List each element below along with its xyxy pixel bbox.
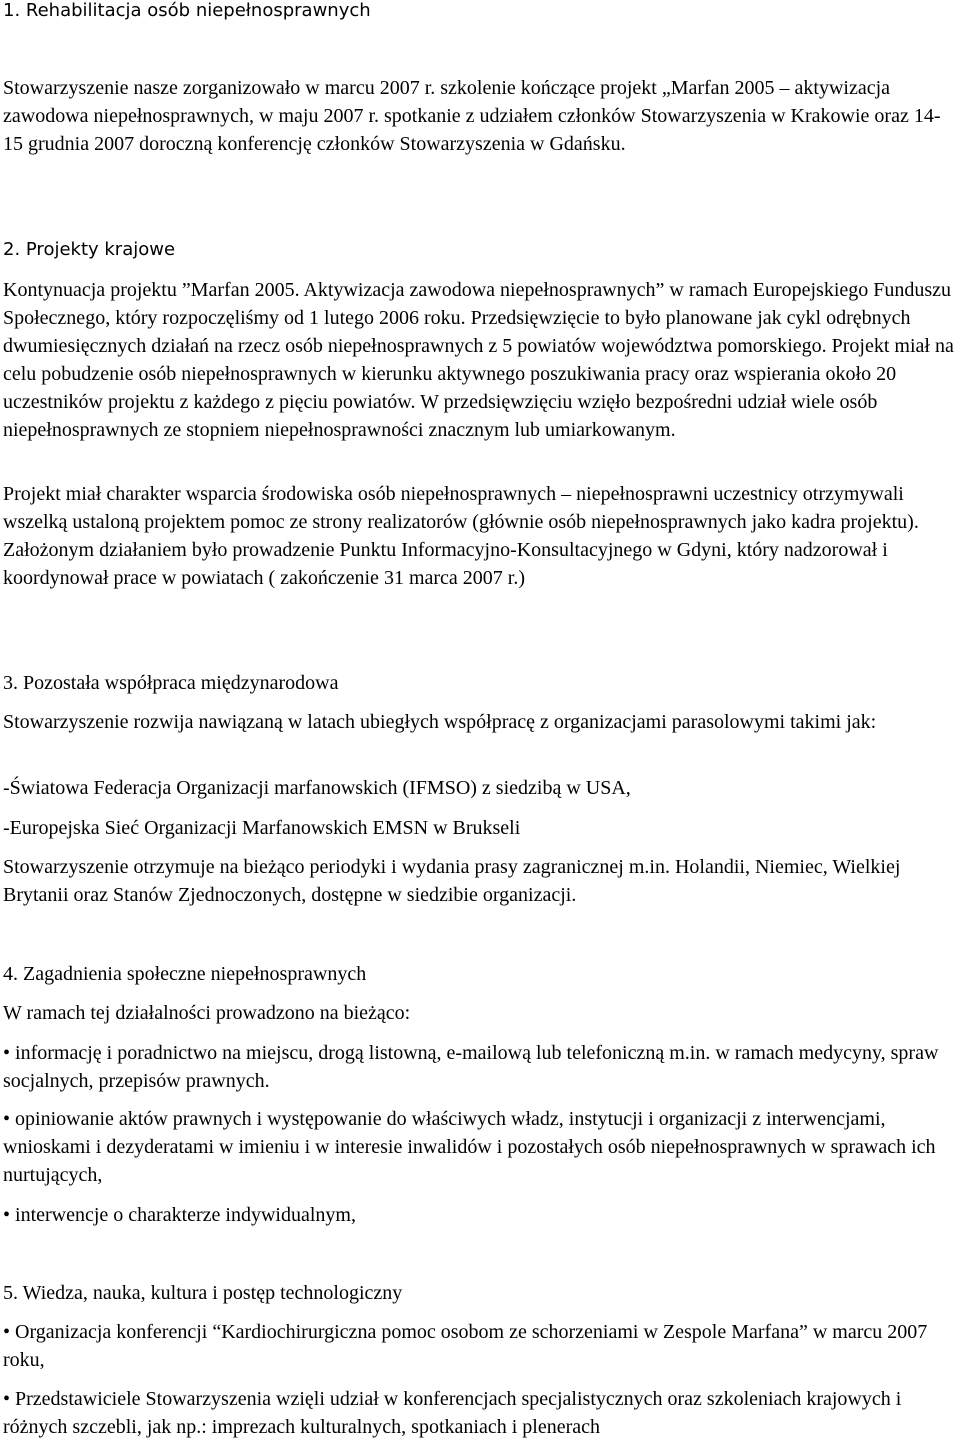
section-3-paragraph: Stowarzyszenie otrzymuje na bieżąco periodyki i wydania prasy zagranicznej m.in. Holandii, Niemiec, Wielkiej Brytanii oraz Stanów Zjednoczonych, dostępne w siedzibie organizacji. xyxy=(3,856,901,906)
section-3-org-1: -Światowa Federacja Organizacji marfanowskich (IFMSO) z siedzibą w USA, xyxy=(3,777,631,799)
section-5-bullet-1-text: Organizacja konferencji “Kardiochirurgiczna pomoc osobom ze schorzeniami w Zespole Marfana” w marcu 2007 roku, xyxy=(3,1321,928,1371)
section-4-bullet-1 xyxy=(3,1039,958,1095)
section-2-paragraph-2: Projekt miał charakter wsparcia środowiska osób niepełnosprawnych – niepełnosprawni uczestnicy otrzymywali wszelką ustaloną projektem pomoc ze strony realizatorów (głównie osób niepełnosprawnych jako kadra projektu). Założonym działaniem było prowadzenie Punktu Informacyjno-Konsultacyjnego w Gdyni, który nadzorował i koordynował prace w powiatach ( zakończenie 31 marca 2007 r.) xyxy=(3,483,919,589)
section-1-heading: 1. Rehabilitacja osób niepełnosprawnych xyxy=(3,0,371,21)
bullet-icon: • xyxy=(3,1204,11,1226)
section-4-bullet-3-text: interwencje o charakterze indywidualnym, xyxy=(15,1204,356,1226)
section-4-bullet-2-text: opiniowanie aktów prawnych i występowanie do właściwych władz, instytucji i organizacji z interwencjami, wnioskami i dezyderatami w imieniu i w interesie inwalidów i pozostałych osób niepełnosprawnych w sprawach ich nurtujących, xyxy=(3,1108,936,1186)
bullet-icon: • xyxy=(3,1388,11,1410)
section-5-bullet-2 xyxy=(3,1385,958,1441)
section-1-paragraph: Stowarzyszenie nasze zorganizowało w marcu 2007 r. szkolenie kończące projekt „Marfan 2005 – aktywizacja zawodowa niepełnosprawnych, w maju 2007 r. spotkanie z udziałem członków Stowarzyszenia w Krakowie oraz 14-15 grudnia 2007 doroczną konferencję członków Stowarzyszenia w Gdańsku. xyxy=(3,77,941,155)
section-4-bullet-1-text: informację i poradnictwo na miejscu, drogą listowną, e-mailową lub telefoniczną m.in. w ramach medycyny, spraw socjalnych, przepisów prawnych. xyxy=(3,1042,939,1092)
section-5-bullet-2-text: Przedstawiciele Stowarzyszenia wzięli udział w konferencjach specjalistycznych oraz szkoleniach krajowych i różnych szczebli, jak np.: imprezach kulturalnych, spotkaniach i plenerach xyxy=(3,1388,902,1438)
section-3-intro: Stowarzyszenie rozwija nawiązaną w latach ubiegłych współpracę z organizacjami parasolowymi takimi jak: xyxy=(3,711,877,733)
section-5-bullet-1 xyxy=(3,1318,958,1374)
section-5-heading: 5. Wiedza, nauka, kultura i postęp technologiczny xyxy=(3,1282,403,1304)
section-4-bullet-3 xyxy=(3,1201,958,1229)
section-2-heading: 2. Projekty krajowe xyxy=(3,239,176,260)
section-2-paragraph-1: Kontynuacja projektu ”Marfan 2005. Aktywizacja zawodowa niepełnosprawnych” w ramach Europejskiego Funduszu Społecznego, który rozpoczęliśmy od 1 lutego 2006 roku. Przedsięwzięcie to było planowane jak cykl odrębnych dwumiesięcznych działań na rzecz osób niepełnosprawnych z 5 powiatów województwa pomorskiego. Projekt miał na celu pobudzenie osób niepełnosprawnych w kierunku aktywnego poszukiwania pracy oraz wspierania około 20 uczestników projektu z każdego z pięciu powiatów. W przedsięwzięciu wzięło bezpośredni udział wiele osób niepełnosprawnych ze stopniem niepełnosprawności znacznym lub umiarkowanym. xyxy=(3,279,954,441)
section-4-intro: W ramach tej działalności prowadzono na bieżąco: xyxy=(3,1002,411,1024)
bullet-icon: • xyxy=(3,1108,11,1130)
section-4-bullet-2 xyxy=(3,1105,958,1189)
section-3-heading: 3. Pozostała współpraca międzynarodowa xyxy=(3,672,339,694)
section-4-heading: 4. Zagadnienia społeczne niepełnosprawnych xyxy=(3,963,367,985)
bullet-icon: • xyxy=(3,1042,11,1064)
bullet-icon: • xyxy=(3,1321,11,1343)
section-3-org-2: -Europejska Sieć Organizacji Marfanowskich EMSN w Brukseli xyxy=(3,817,521,839)
